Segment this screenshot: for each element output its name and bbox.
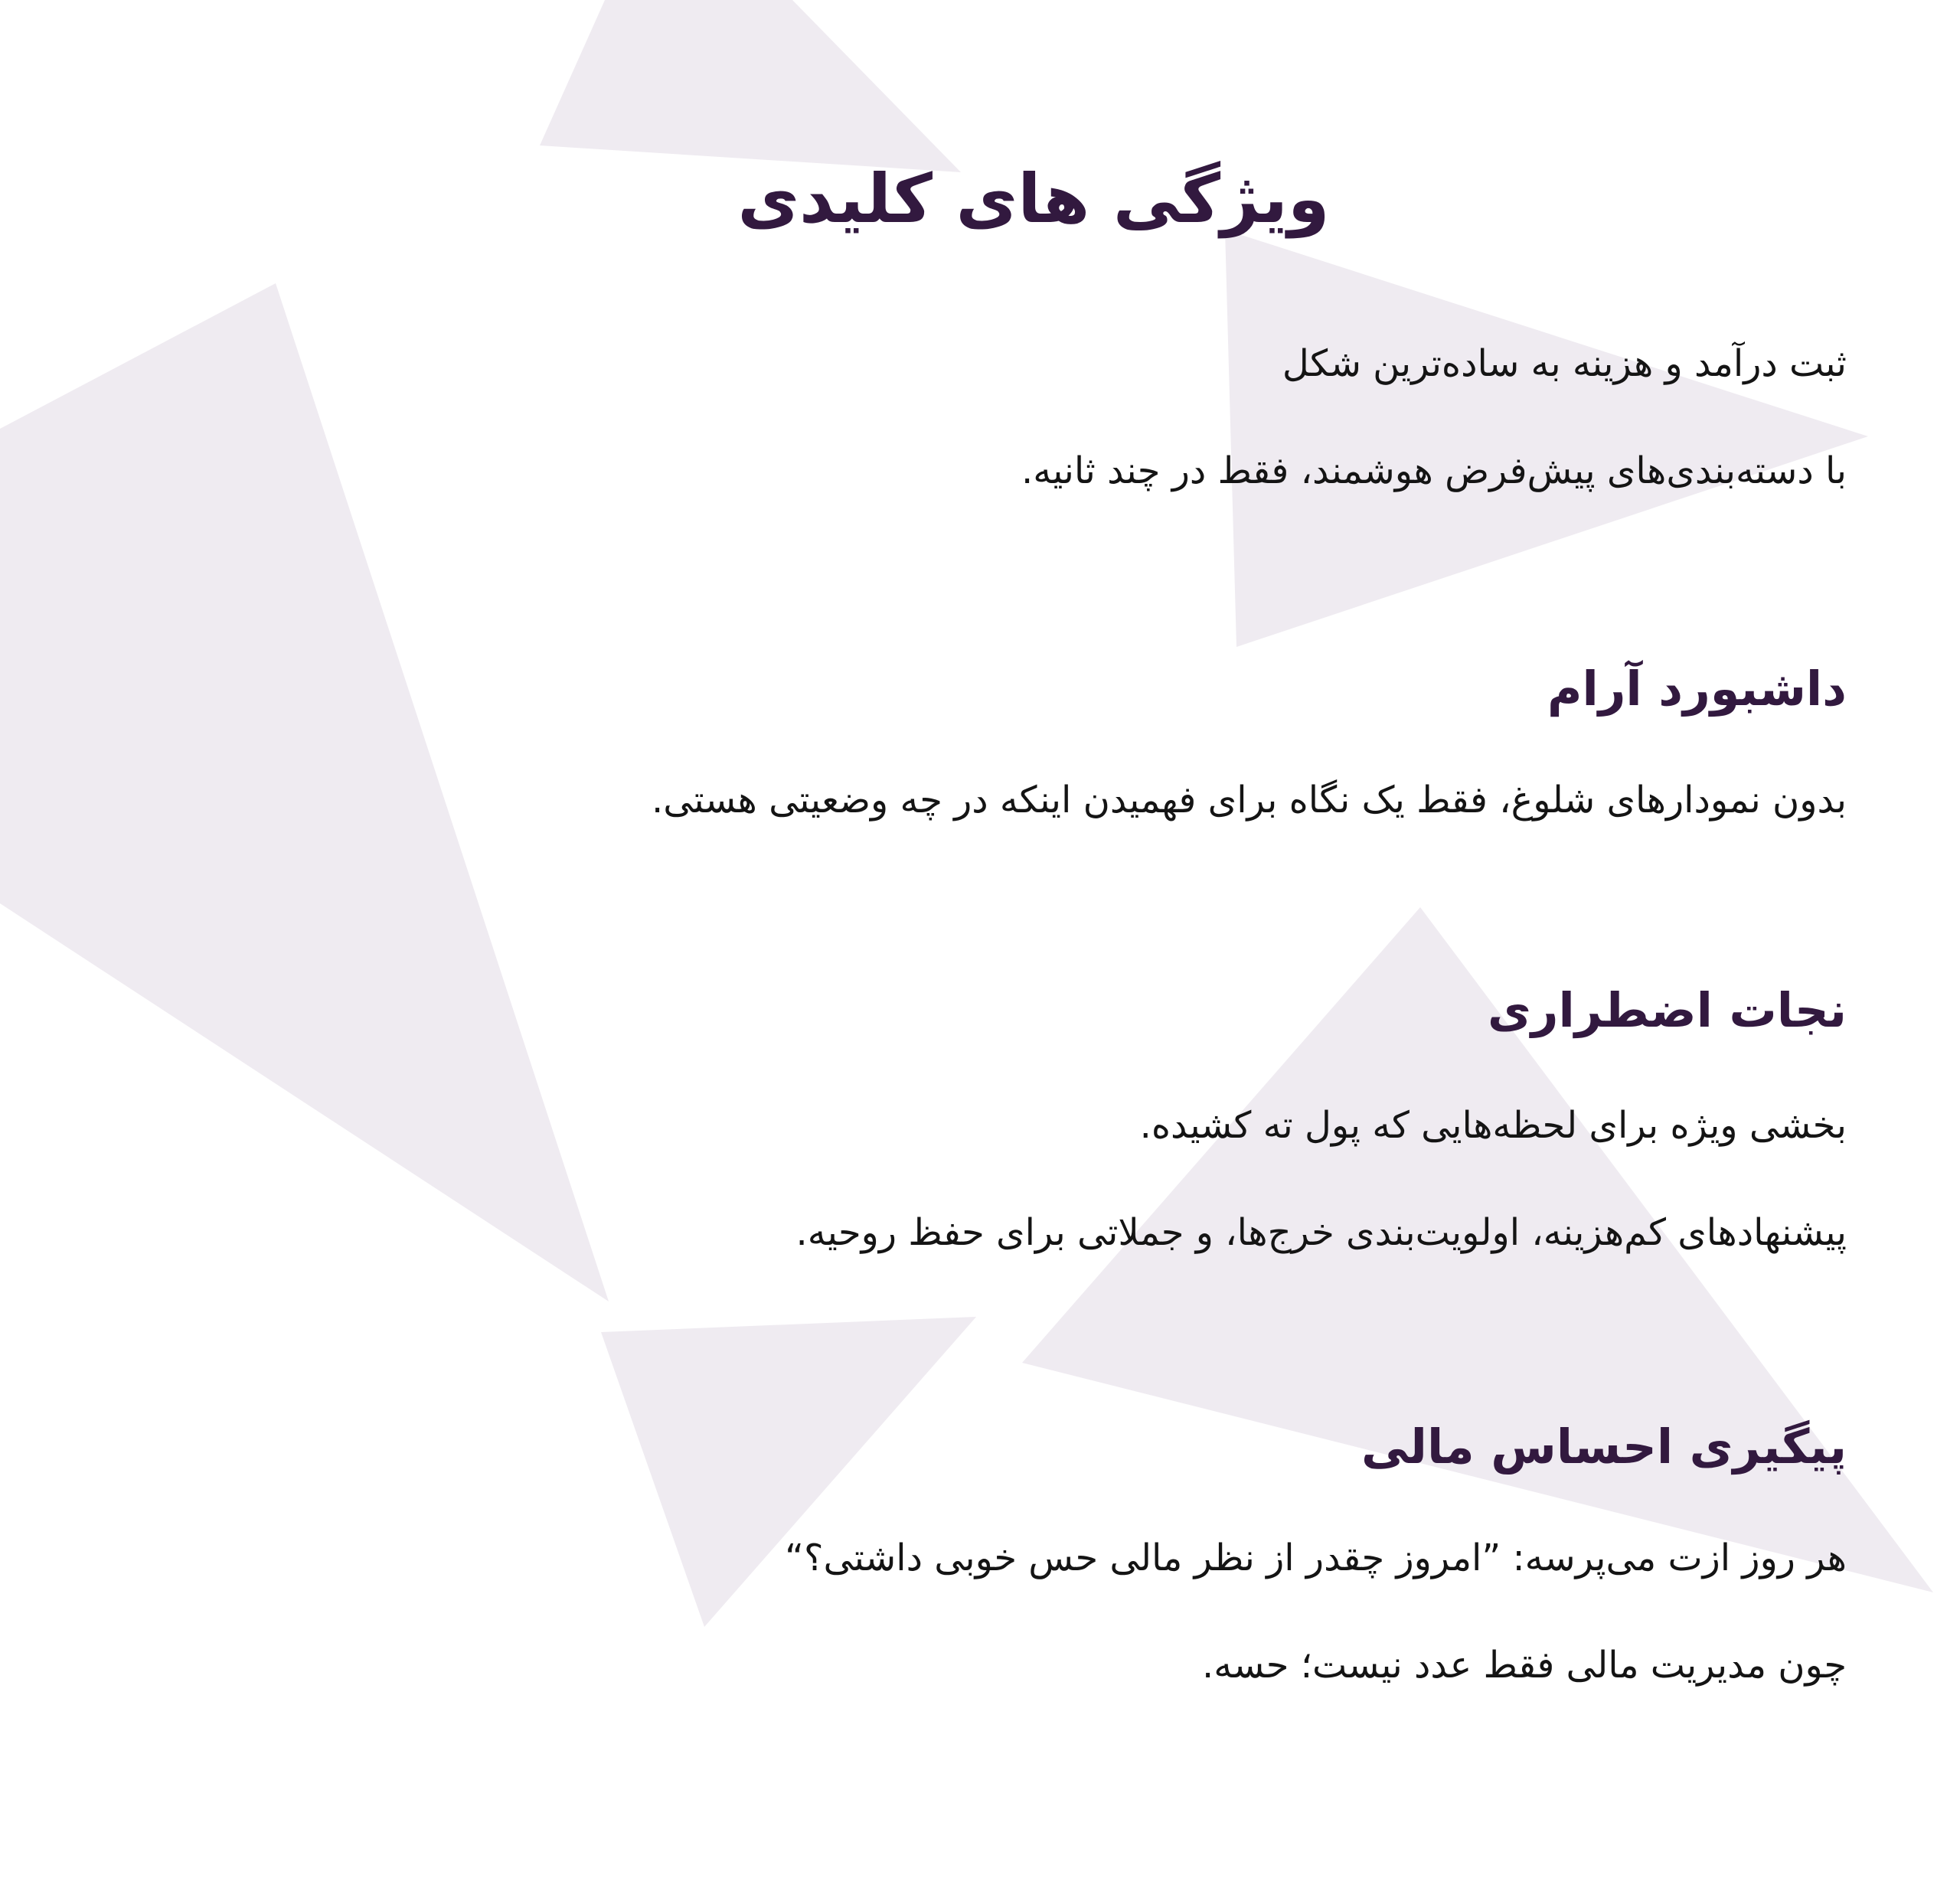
section-heading-emergency-rescue: نجات اضطراری	[1487, 982, 1847, 1038]
intro-line-2: با دسته‌بندی‌های پیش‌فرض هوشمند، فقط در چند ثانیه.	[1021, 449, 1847, 492]
intro-line-1: ثبت درآمد و هزینه به ساده‌ترین شکل	[1282, 342, 1847, 385]
section-heading-calm-dashboard: داشبورد آرام	[1547, 661, 1847, 717]
section-financial-feeling-line-2: چون مدیریت مالی فقط عدد نیست؛ حسه.	[1201, 1644, 1847, 1687]
section-financial-feeling-line-1: هر روز ازت می‌پرسه: ”امروز چقدر از نظر مالی حس خوبی داشتی؟“	[785, 1537, 1847, 1579]
page-title: ویژگی های کلیدی	[737, 159, 1330, 238]
section-emergency-rescue-line-2: پیشنهادهای کم‌هزینه، اولویت‌بندی خرج‌ها، و جملاتی برای حفظ روحیه.	[795, 1211, 1847, 1254]
section-emergency-rescue-line-1: بخشی ویژه برای لحظه‌هایی که پول ته کشیده.	[1139, 1104, 1847, 1147]
section-heading-financial-feeling: پیگیری احساس مالی	[1361, 1419, 1847, 1475]
section-calm-dashboard-line-1: بدون نمودارهای شلوغ، فقط یک نگاه برای فهمیدن اینکه در چه وضعیتی هستی.	[651, 779, 1847, 821]
